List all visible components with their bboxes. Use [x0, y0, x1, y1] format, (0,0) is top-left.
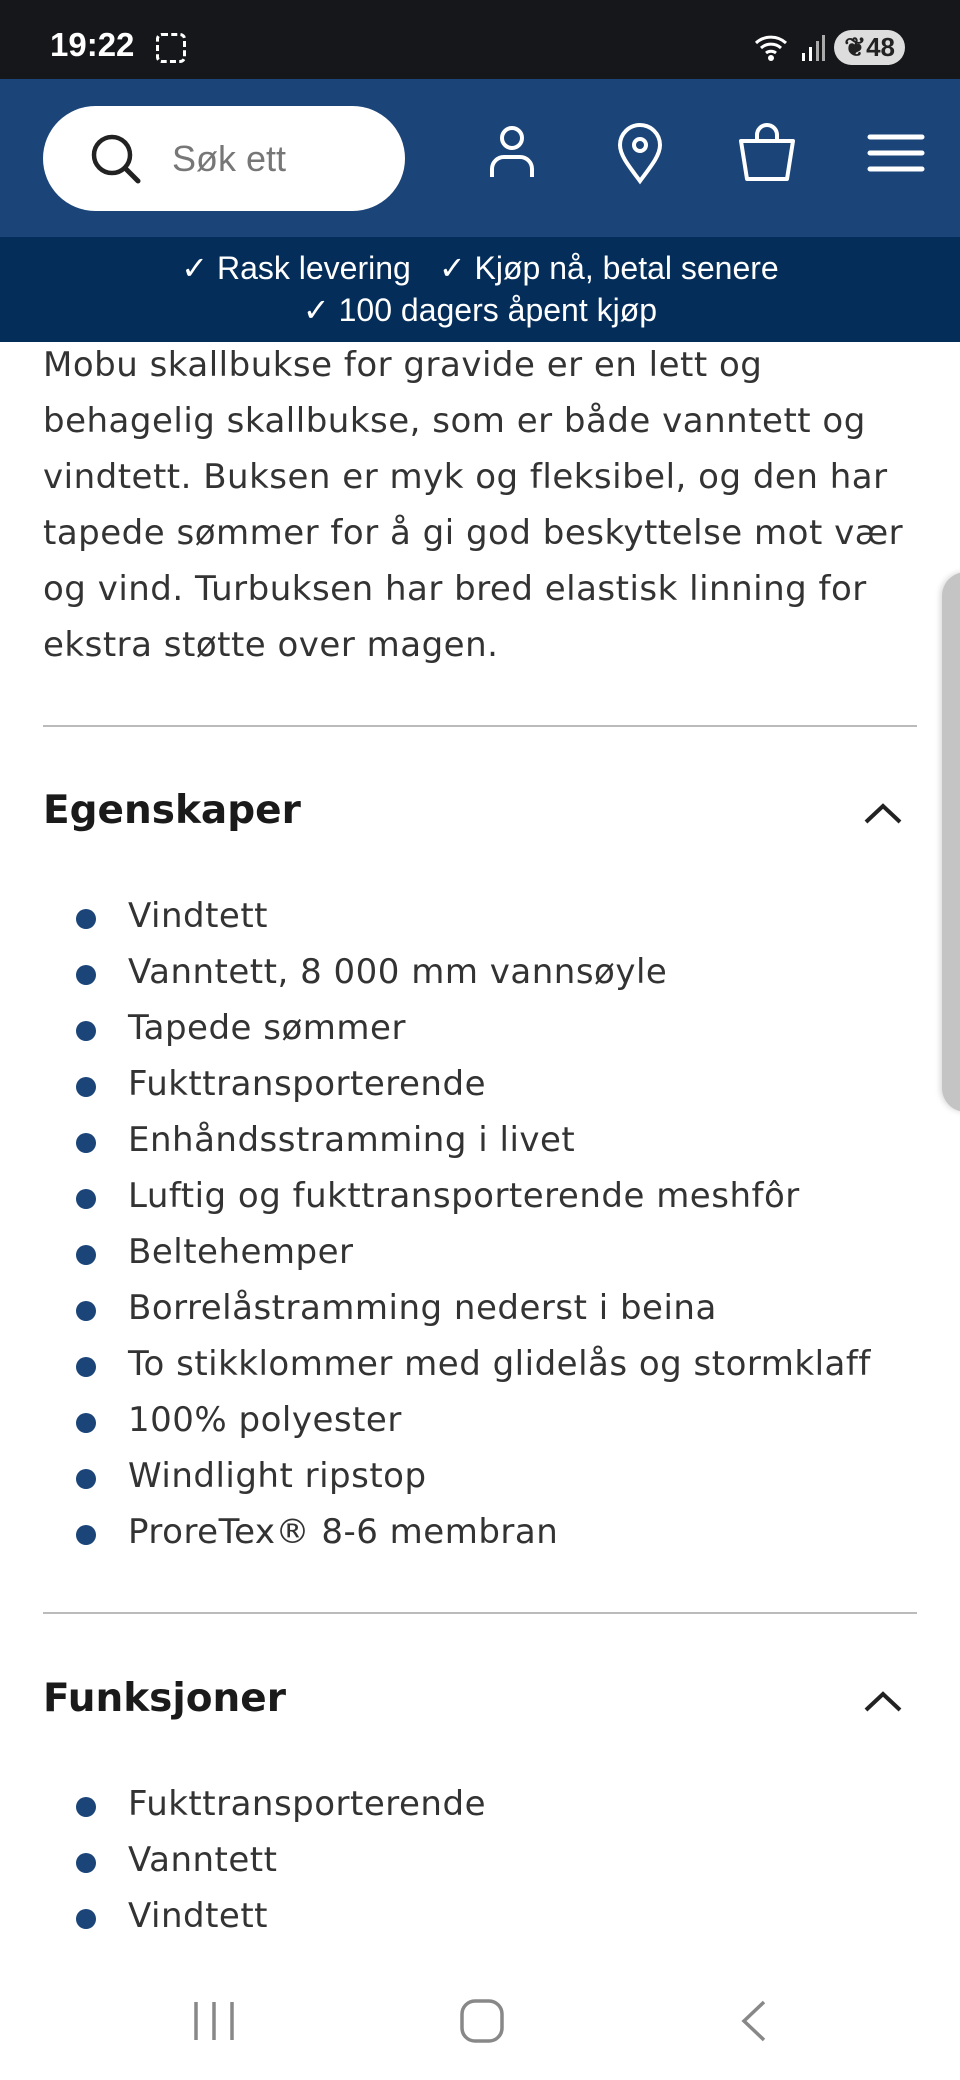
section-title-funksjoner[interactable]: Funksjoner — [43, 1676, 286, 1721]
search-icon — [88, 131, 144, 187]
usp-item: ✓ 100 dagers åpent kjøp — [302, 292, 658, 328]
usp-item: ✓ Rask levering — [181, 250, 411, 286]
recent-apps-icon[interactable] — [190, 1998, 238, 2044]
chevron-up-icon[interactable] — [862, 1688, 904, 1714]
back-icon[interactable] — [730, 1998, 778, 2044]
list-item: Vindtett — [0, 888, 940, 944]
home-icon[interactable] — [458, 1998, 506, 2044]
divider — [43, 725, 917, 727]
list-item: Enhåndsstramming i livet — [0, 1112, 940, 1168]
chevron-up-icon[interactable] — [862, 800, 904, 826]
screenshot-icon — [156, 33, 186, 63]
battery-indicator: ❦48 — [834, 30, 905, 65]
system-nav-bar — [0, 1960, 960, 2080]
store-location-icon[interactable] — [608, 121, 672, 185]
search-input[interactable] — [43, 106, 405, 211]
section-title-egenskaper[interactable]: Egenskaper — [43, 788, 301, 833]
clock: 19:22 — [50, 26, 135, 63]
edge-panel-handle[interactable] — [942, 572, 960, 1112]
list-item: Vanntett, 8 000 mm vannsøyle — [0, 944, 940, 1000]
list-item: Beltehemper — [0, 1224, 940, 1280]
egenskaper-list — [0, 888, 940, 1560]
list-item: Tapede sømmer — [0, 1000, 940, 1056]
menu-icon[interactable] — [864, 121, 928, 185]
cart-icon[interactable] — [735, 121, 799, 185]
account-icon[interactable] — [480, 121, 544, 185]
site-header — [0, 79, 960, 237]
list-item: To stikklommer med glidelås og stormklaff — [0, 1336, 940, 1392]
product-description: Mobu skallbukse for gravide er en lett og behagelig skallbukse, som er både vanntett og vindtett. Buksen er myk og fleksibel, og den har tapede sømmer for å gi god beskyttelse mot vær og vind. Turbuksen har bred elastisk linning for ekstra støtte over magen. — [43, 345, 904, 665]
usp-item: ✓ Kjøp nå, betal senere — [438, 250, 779, 286]
signal-icon — [800, 33, 826, 63]
list-item: Luftig og fukttransporterende meshfôr — [0, 1168, 940, 1224]
leaf-icon: ❦ — [844, 32, 867, 62]
list-item: Fukttransporterende — [0, 1056, 940, 1112]
list-item: ProreTex® 8-6 membran — [0, 1504, 940, 1560]
list-item: Vindtett — [0, 1888, 940, 1944]
usp-banner — [0, 237, 960, 342]
wifi-icon — [752, 33, 792, 63]
list-item: Borrelåstramming nederst i beina — [0, 1280, 940, 1336]
status-bar — [0, 0, 960, 79]
list-item: Fukttransporterende — [0, 1776, 940, 1832]
list-item: Windlight ripstop — [0, 1448, 940, 1504]
funksjoner-list — [0, 1776, 940, 1944]
search-placeholder: Søk ett — [172, 137, 287, 179]
divider — [43, 1612, 917, 1614]
list-item: Vanntett — [0, 1832, 940, 1888]
list-item: 100% polyester — [0, 1392, 940, 1448]
